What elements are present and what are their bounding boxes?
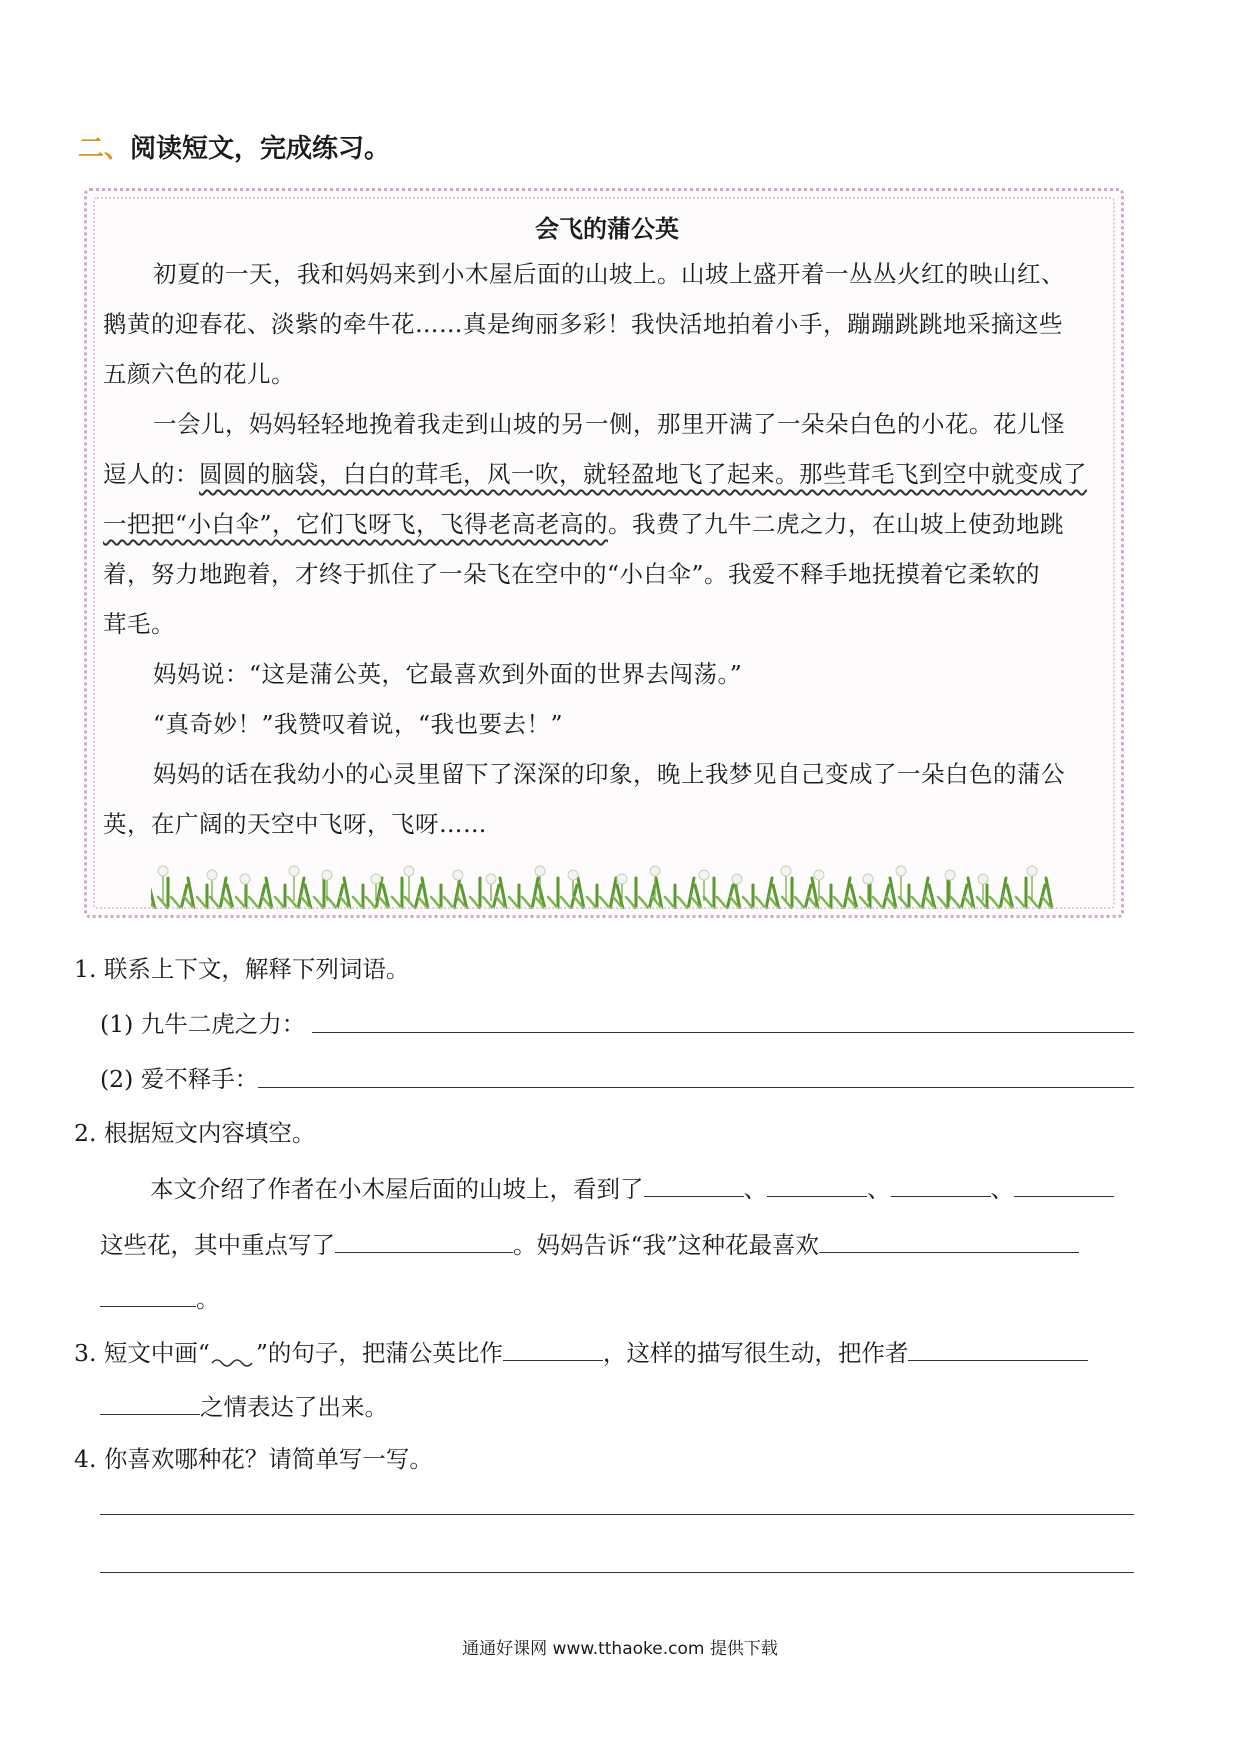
question-2-text-part: 这些花，其中重点写了 bbox=[100, 1231, 335, 1259]
section-heading bbox=[78, 128, 390, 165]
section-title: 阅读短文，完成练习。 bbox=[130, 134, 391, 164]
section-number: 二、 bbox=[78, 134, 131, 164]
passage-line: 五颜六色的花儿。 bbox=[103, 360, 295, 388]
wavy-line-symbol bbox=[210, 1339, 256, 1367]
answer-blank-2c[interactable] bbox=[891, 1176, 991, 1197]
question-4-stem: 4. 你喜欢哪种花？请简单写一写。 bbox=[74, 1445, 433, 1473]
question-1a-label: (1) 九牛二虎之力： bbox=[100, 1010, 306, 1038]
question-3-text-part: ”的句子，把蒲公英比作 bbox=[255, 1339, 503, 1367]
answer-blank-2b[interactable] bbox=[767, 1176, 867, 1197]
passage-line bbox=[103, 455, 1108, 489]
question-1b-label: (2) 爱不释手： bbox=[100, 1065, 259, 1093]
answer-blank-2d[interactable] bbox=[1014, 1176, 1114, 1197]
question-2-text bbox=[100, 1226, 1079, 1260]
answer-blank-3b[interactable] bbox=[908, 1340, 1088, 1361]
separator: 、 bbox=[990, 1175, 1014, 1203]
answer-blank-3c[interactable] bbox=[100, 1394, 200, 1415]
passage-line bbox=[103, 505, 1108, 539]
wavy-underlined-sentence: 圆圆的脑袋，白白的茸毛，风一吹，就轻盈地飞了起来。那些茸毛飞到空中就变成了 bbox=[199, 460, 1087, 488]
wavy-underlined-sentence: 一把把“小白伞”，它们飞呀飞，飞得老高老高的 bbox=[103, 510, 609, 538]
answer-line-1a[interactable] bbox=[312, 1032, 1134, 1033]
answer-line-1b[interactable] bbox=[258, 1087, 1134, 1088]
separator: 、 bbox=[867, 1175, 891, 1203]
passage-line: “真奇妙！”我赞叹着说，“我也要去！” bbox=[153, 710, 564, 738]
passage-line: 鹅黄的迎春花、淡紫的牵牛花……真是绚丽多彩！我快活地拍着小手，蹦蹦跳跳地采摘这些 bbox=[103, 310, 1063, 338]
passage-box bbox=[84, 188, 1124, 918]
footer-credit: 通通好课网 www.tthaoke.com 提供下载 bbox=[462, 1639, 778, 1659]
question-3-text-part: 3. 短文中画“ bbox=[74, 1339, 210, 1367]
question-1-stem: 1. 联系上下文，解释下列词语。 bbox=[74, 955, 410, 983]
answer-line-4b[interactable] bbox=[100, 1572, 1134, 1573]
answer-blank-3a[interactable] bbox=[503, 1340, 603, 1361]
question-2-text-part: 。 bbox=[196, 1285, 220, 1313]
passage-line: 妈妈说：“这是蒲公英，它最喜欢到外面的世界去闯荡。” bbox=[153, 660, 743, 688]
answer-blank-2e[interactable] bbox=[335, 1232, 513, 1253]
question-2-stem: 2. 根据短文内容填空。 bbox=[74, 1119, 316, 1147]
answer-blank-2a[interactable] bbox=[644, 1176, 744, 1197]
dandelion-grass-illustration bbox=[151, 861, 1061, 909]
passage-line: 英，在广阔的天空中飞呀，飞呀…… bbox=[103, 810, 487, 838]
answer-blank-2g[interactable] bbox=[100, 1286, 196, 1307]
question-3-text-part: 之情表达了出来。 bbox=[200, 1393, 388, 1421]
passage-title: 会飞的蒲公英 bbox=[535, 215, 679, 243]
question-2-text bbox=[100, 1280, 220, 1314]
question-3-text bbox=[74, 1334, 1088, 1368]
question-3-text bbox=[100, 1388, 388, 1422]
separator: 、 bbox=[743, 1175, 767, 1203]
passage-line: 着，努力地跑着，才终于抓住了一朵飞在空中的“小白伞”。我爱不释手地抚摸着它柔软的 bbox=[103, 560, 1041, 588]
passage-line: 妈妈的话在我幼小的心灵里留下了深深的印象，晚上我梦见自己变成了一朵白色的蒲公 bbox=[153, 760, 1065, 788]
question-2-text-part: 本文介绍了作者在小木屋后面的山坡上，看到了 bbox=[150, 1175, 644, 1203]
passage-line: 初夏的一天，我和妈妈来到小木屋后面的山坡上。山坡上盛开着一丛丛火红的映山红、 bbox=[153, 260, 1065, 288]
question-2-text bbox=[150, 1170, 1114, 1204]
answer-blank-2f[interactable] bbox=[819, 1232, 1079, 1253]
question-2-text-part: 。妈妈告诉“我”这种花最喜欢 bbox=[513, 1231, 820, 1259]
answer-line-4a[interactable] bbox=[100, 1514, 1134, 1515]
passage-text: 。我费了九牛二虎之力，在山坡上使劲地跳 bbox=[608, 510, 1065, 538]
passage-line: 一会儿，妈妈轻轻地挽着我走到山坡的另一侧，那里开满了一朵朵白色的小花。花儿怪 bbox=[153, 410, 1065, 438]
passage-text: 逗人的： bbox=[103, 460, 199, 488]
passage-line: 茸毛。 bbox=[103, 610, 175, 638]
question-3-text-part: ，这样的描写很生动，把作者 bbox=[602, 1339, 909, 1367]
